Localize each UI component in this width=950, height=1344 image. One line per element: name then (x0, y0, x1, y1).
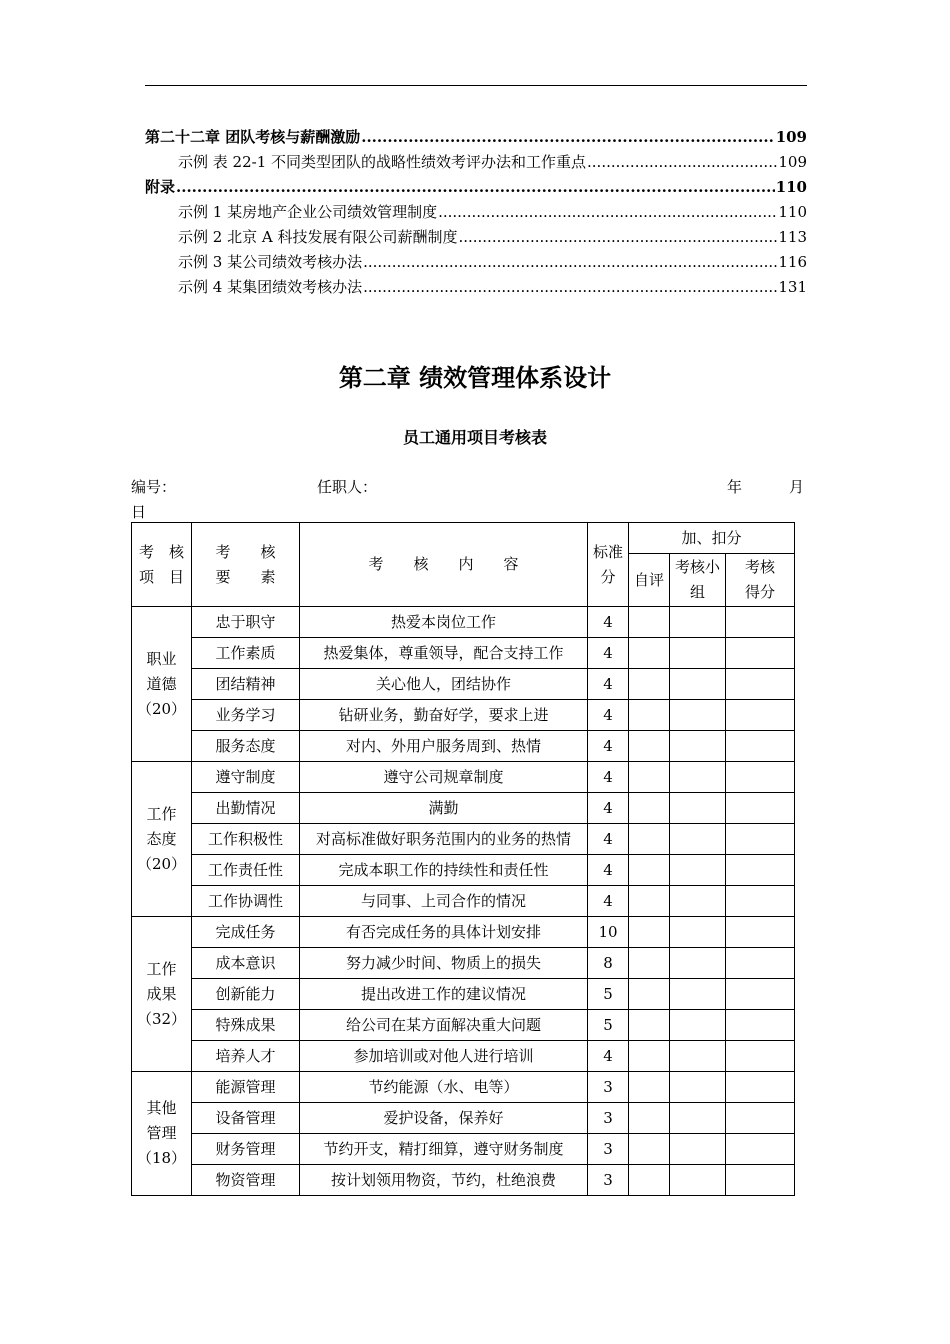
toc-leader-dots (363, 275, 777, 300)
self-score-cell[interactable] (629, 669, 670, 700)
content-cell: 给公司在某方面解决重大问题 (300, 1010, 588, 1041)
element-cell: 设备管理 (192, 1103, 300, 1134)
final-score-cell[interactable] (726, 1041, 795, 1072)
toc-entry-page: 116 (778, 253, 807, 271)
element-cell: 完成任务 (192, 917, 300, 948)
toc-entry[interactable] (145, 175, 807, 200)
header-score (726, 554, 795, 607)
header-group (670, 554, 726, 607)
element-cell: 服务态度 (192, 731, 300, 762)
content-cell: 完成本职工作的持续性和责任性 (300, 855, 588, 886)
content-cell: 满勤 (300, 793, 588, 824)
table-row (132, 700, 795, 731)
month-label: 月 (789, 478, 805, 496)
group-score-cell[interactable] (670, 886, 726, 917)
header-adjust: 加、扣分 (629, 523, 795, 554)
element-cell: 工作素质 (192, 638, 300, 669)
toc-entry-title: 示例 4 某集团绩效考核办法 (178, 278, 363, 296)
standard-points-cell: 5 (588, 1010, 629, 1041)
self-score-cell[interactable] (629, 762, 670, 793)
element-cell: 物资管理 (192, 1165, 300, 1196)
final-score-cell[interactable] (726, 1103, 795, 1134)
day-label: 日 (131, 503, 147, 521)
header-standard (588, 523, 629, 607)
final-score-cell[interactable] (726, 1134, 795, 1165)
table-row (132, 979, 795, 1010)
table-row (132, 948, 795, 979)
element-cell: 创新能力 (192, 979, 300, 1010)
final-score-cell[interactable] (726, 886, 795, 917)
standard-points-cell: 3 (588, 1134, 629, 1165)
toc-entry-title: 附录 (145, 178, 176, 196)
element-cell: 特殊成果 (192, 1010, 300, 1041)
group-score-cell[interactable] (670, 638, 726, 669)
h-item-text: 考 核 项 目 (138, 542, 184, 586)
toc-entry-title: 示例 3 某公司绩效考核办法 (178, 253, 363, 271)
self-score-cell[interactable] (629, 793, 670, 824)
element-cell: 工作积极性 (192, 824, 300, 855)
content-cell: 按计划领用物资，节约，杜绝浪费 (300, 1165, 588, 1196)
toc-leader-dots (438, 200, 777, 225)
content-cell: 努力减少时间、物质上的损失 (300, 948, 588, 979)
content-cell: 与同事、上司合作的情况 (300, 886, 588, 917)
standard-points-cell: 4 (588, 731, 629, 762)
self-score-cell[interactable] (629, 855, 670, 886)
standard-points-cell: 4 (588, 886, 629, 917)
final-score-cell[interactable] (726, 979, 795, 1010)
number-label: 编号： (131, 478, 177, 496)
self-score-cell[interactable] (629, 1041, 670, 1072)
table-of-contents (145, 125, 807, 300)
element-cell: 业务学习 (192, 700, 300, 731)
group-score-cell[interactable] (670, 917, 726, 948)
standard-points-cell: 4 (588, 700, 629, 731)
toc-leader-dots (363, 250, 777, 275)
self-score-cell[interactable] (629, 638, 670, 669)
group-score-cell[interactable] (670, 979, 726, 1010)
toc-entry-page: 131 (778, 278, 807, 296)
standard-points-cell: 4 (588, 669, 629, 700)
final-score-cell[interactable] (726, 948, 795, 979)
content-cell: 对高标准做好职务范围内的业务的热情 (300, 824, 588, 855)
content-cell: 提出改进工作的建议情况 (300, 979, 588, 1010)
toc-entry[interactable] (145, 125, 807, 150)
table-row (132, 1072, 795, 1103)
self-score-cell[interactable] (629, 700, 670, 731)
self-score-cell[interactable] (629, 917, 670, 948)
toc-entry-page: 113 (778, 228, 807, 246)
content-cell: 节约开支，精打细算，遵守财务制度 (300, 1134, 588, 1165)
toc-entry-page: 110 (778, 203, 807, 221)
content-cell: 对内、外用户服务周到、热情 (300, 731, 588, 762)
group-score-cell[interactable] (670, 1041, 726, 1072)
group-score-cell[interactable] (670, 855, 726, 886)
standard-points-cell: 3 (588, 1072, 629, 1103)
table-row (132, 638, 795, 669)
content-cell: 热爱本岗位工作 (300, 607, 588, 638)
toc-leader-dots (361, 125, 774, 150)
content-cell: 钻研业务，勤奋好学，要求上进 (300, 700, 588, 731)
group-score-cell[interactable] (670, 1010, 726, 1041)
final-score-cell[interactable] (726, 824, 795, 855)
standard-points-cell: 4 (588, 855, 629, 886)
h-score-text: 考核 得分 (745, 558, 776, 602)
toc-entry-title: 示例 表 22-1 不同类型团队的战略性绩效考评办法和工作重点 (178, 153, 587, 171)
final-score-cell[interactable] (726, 793, 795, 824)
self-score-cell[interactable] (629, 731, 670, 762)
table-row (132, 1041, 795, 1072)
toc-entry[interactable] (145, 275, 807, 300)
toc-entry[interactable] (145, 225, 807, 250)
table-row (132, 1165, 795, 1196)
standard-points-cell: 4 (588, 762, 629, 793)
toc-entry[interactable] (145, 150, 807, 175)
table-row (132, 824, 795, 855)
toc-entry[interactable] (145, 250, 807, 275)
toc-entry-title: 第二十二章 团队考核与薪酬激励 (145, 128, 361, 146)
table-row (132, 886, 795, 917)
element-cell: 遵守制度 (192, 762, 300, 793)
h-group-text: 考核小 组 (674, 558, 720, 602)
element-cell: 忠于职守 (192, 607, 300, 638)
group-score-cell[interactable] (670, 607, 726, 638)
header-content: 考 核 内 容 (300, 523, 588, 607)
element-cell: 能源管理 (192, 1072, 300, 1103)
toc-entry-page: 109 (775, 128, 807, 146)
group-score-cell[interactable] (670, 793, 726, 824)
group-score-cell[interactable] (670, 948, 726, 979)
table-row (132, 1010, 795, 1041)
category-cell: 工作 态度 （20） (132, 762, 192, 917)
assessment-table (131, 522, 795, 1196)
self-score-cell[interactable] (629, 948, 670, 979)
self-score-cell[interactable] (629, 1165, 670, 1196)
final-score-cell[interactable] (726, 1072, 795, 1103)
table-row (132, 669, 795, 700)
self-score-cell[interactable] (629, 1072, 670, 1103)
content-cell: 节约能源（水、电等） (300, 1072, 588, 1103)
toc-leader-dots (458, 225, 777, 250)
table-row (132, 855, 795, 886)
table-title: 员工通用项目考核表 (402, 428, 547, 447)
group-score-cell[interactable] (670, 824, 726, 855)
content-cell: 遵守公司规章制度 (300, 762, 588, 793)
content-cell: 参加培训或对他人进行培训 (300, 1041, 588, 1072)
group-score-cell[interactable] (670, 1134, 726, 1165)
final-score-cell[interactable] (726, 669, 795, 700)
standard-points-cell: 4 (588, 607, 629, 638)
standard-points-cell: 4 (588, 793, 629, 824)
table-row (132, 762, 795, 793)
header-element (192, 523, 300, 607)
content-cell: 热爱集体，尊重领导，配合支持工作 (300, 638, 588, 669)
category-cell: 工作 成果 （32） (132, 917, 192, 1072)
header-item (132, 523, 192, 607)
element-cell: 团结精神 (192, 669, 300, 700)
self-score-cell[interactable] (629, 1010, 670, 1041)
final-score-cell[interactable] (726, 607, 795, 638)
element-cell: 培养人才 (192, 1041, 300, 1072)
final-score-cell[interactable] (726, 855, 795, 886)
self-score-cell[interactable] (629, 979, 670, 1010)
self-score-cell[interactable] (629, 1134, 670, 1165)
table-row (132, 1134, 795, 1165)
standard-points-cell: 4 (588, 638, 629, 669)
final-score-cell[interactable] (726, 1165, 795, 1196)
table-row (132, 731, 795, 762)
toc-entry[interactable] (145, 200, 807, 225)
element-cell: 成本意识 (192, 948, 300, 979)
table-row (132, 607, 795, 638)
standard-points-cell: 8 (588, 948, 629, 979)
final-score-cell[interactable] (726, 917, 795, 948)
element-cell: 工作责任性 (192, 855, 300, 886)
group-score-cell[interactable] (670, 1103, 726, 1134)
group-score-cell[interactable] (670, 1165, 726, 1196)
toc-entry-title: 示例 2 北京 A 科技发展有限公司薪酬制度 (178, 228, 458, 246)
content-cell: 爱护设备，保养好 (300, 1103, 588, 1134)
element-cell: 工作协调性 (192, 886, 300, 917)
category-cell: 其他 管理 （18） (132, 1072, 192, 1196)
header-self: 自评 (629, 554, 670, 607)
group-score-cell[interactable] (670, 669, 726, 700)
category-cell: 职业 道德 （20） (132, 607, 192, 762)
group-score-cell[interactable] (670, 1072, 726, 1103)
self-score-cell[interactable] (629, 607, 670, 638)
toc-entry-page: 110 (775, 178, 807, 196)
header-rule (145, 85, 807, 86)
final-score-cell[interactable] (726, 731, 795, 762)
standard-points-cell: 3 (588, 1103, 629, 1134)
group-score-cell[interactable] (670, 762, 726, 793)
chapter-title: 第二章 绩效管理体系设计 (338, 363, 612, 392)
table-row (132, 917, 795, 948)
element-cell: 财务管理 (192, 1134, 300, 1165)
toc-leader-dots (587, 150, 777, 175)
year-label: 年 (727, 478, 743, 496)
final-score-cell[interactable] (726, 638, 795, 669)
self-score-cell[interactable] (629, 1103, 670, 1134)
final-score-cell[interactable] (726, 762, 795, 793)
final-score-cell[interactable] (726, 700, 795, 731)
element-cell: 出勤情况 (192, 793, 300, 824)
standard-points-cell: 3 (588, 1165, 629, 1196)
final-score-cell[interactable] (726, 1010, 795, 1041)
person-label: 任职人： (317, 478, 378, 496)
content-cell: 有否完成任务的具体计划安排 (300, 917, 588, 948)
h-standard-text: 标准 分 (592, 542, 623, 586)
table-row (132, 1103, 795, 1134)
self-score-cell[interactable] (629, 886, 670, 917)
toc-entry-page: 109 (778, 153, 807, 171)
standard-points-cell: 10 (588, 917, 629, 948)
standard-points-cell: 5 (588, 979, 629, 1010)
standard-points-cell: 4 (588, 824, 629, 855)
group-score-cell[interactable] (670, 731, 726, 762)
table-row (132, 793, 795, 824)
toc-entry-title: 示例 1 某房地产企业公司绩效管理制度 (178, 203, 438, 221)
standard-points-cell: 4 (588, 1041, 629, 1072)
content-cell: 关心他人，团结协作 (300, 669, 588, 700)
self-score-cell[interactable] (629, 824, 670, 855)
toc-leader-dots (176, 175, 775, 200)
group-score-cell[interactable] (670, 700, 726, 731)
h-element-text: 考 核 要 素 (215, 542, 276, 586)
